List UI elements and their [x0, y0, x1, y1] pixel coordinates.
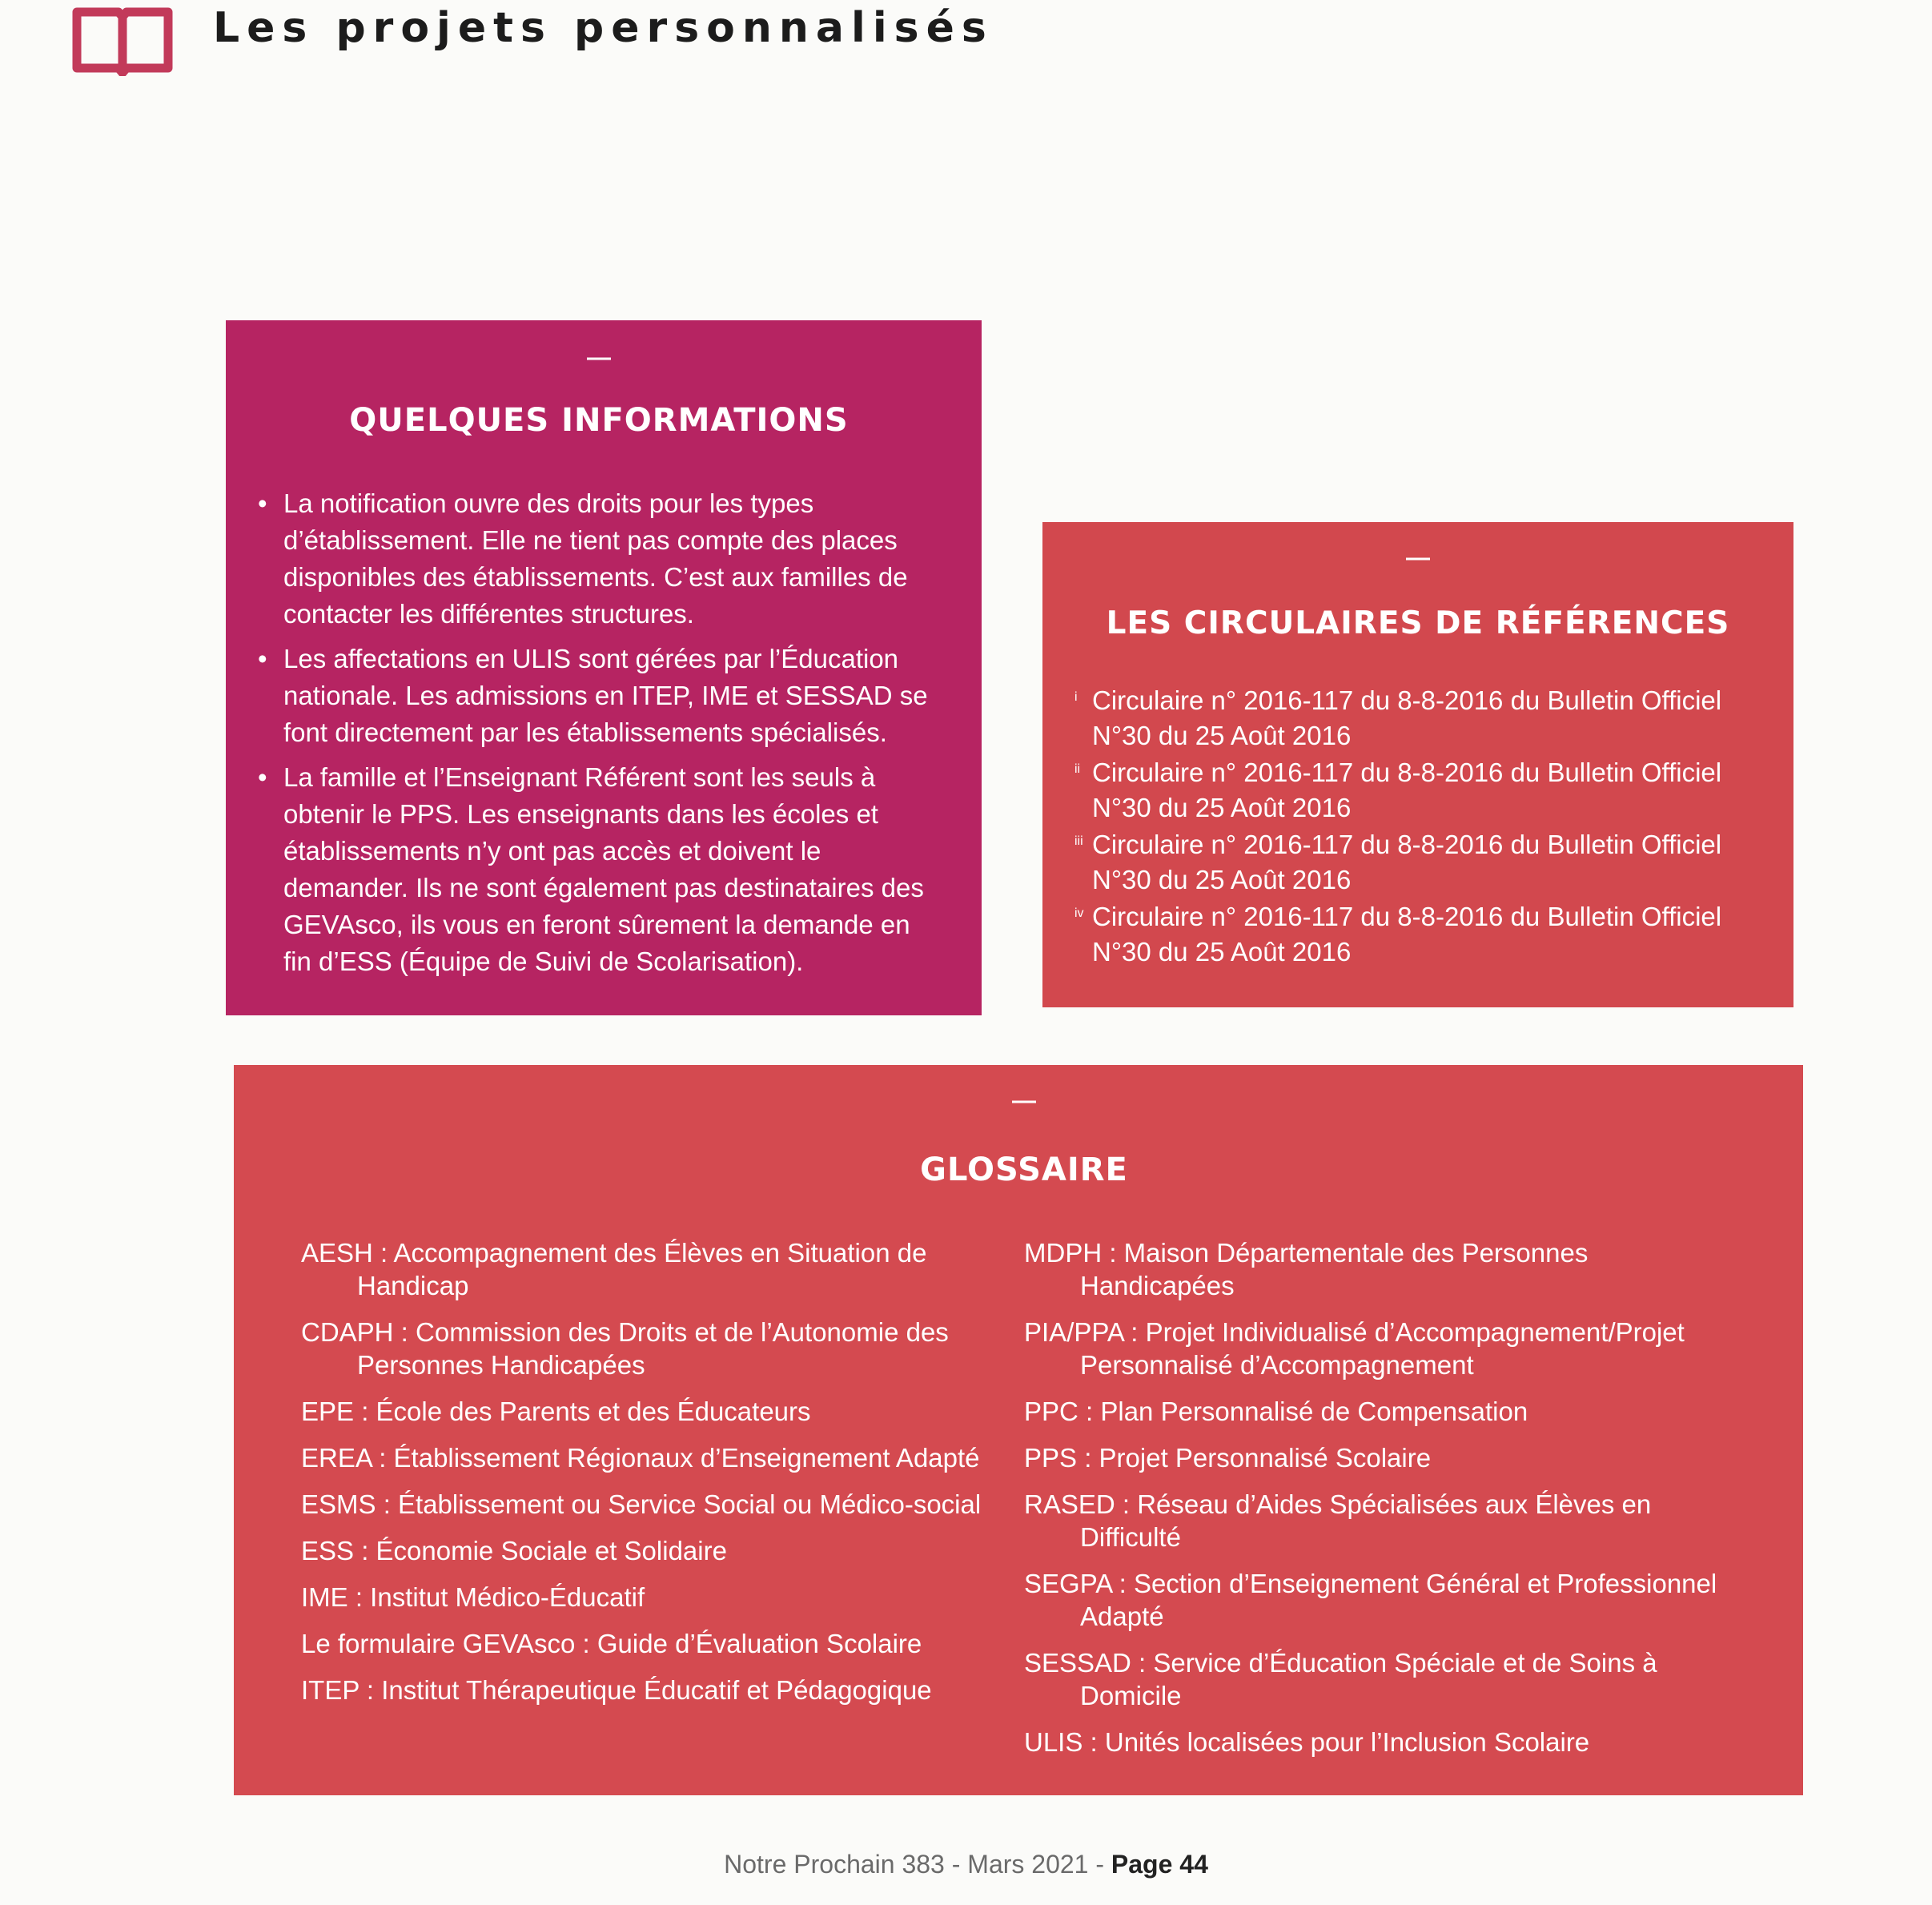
- informations-title: QUELQUES INFORMATIONS: [349, 402, 849, 439]
- list-item: iv Circulaire n° 2016-117 du 8-8-2016 du Bulletin Officiel N°30 du 25 Août 2016: [1074, 902, 1722, 967]
- page-number: Page 44: [1111, 1850, 1208, 1879]
- section-dash: —: [1406, 545, 1430, 571]
- page-header: [70, 0, 994, 80]
- publication-info: Notre Prochain 383 - Mars 2021 -: [724, 1850, 1111, 1879]
- section-dash: —: [1012, 1087, 1036, 1114]
- glossaire-title: GLOSSAIRE: [920, 1151, 1128, 1188]
- glossary-entry: ESS : Économie Sociale et Solidaire: [301, 1536, 727, 1565]
- glossary-entry: SEGPA : Section d’Enseignement Général et Professionnel Adapté: [1024, 1569, 1717, 1631]
- glossary-entry: AESH : Accompagnement des Élèves en Situation de Handicap: [301, 1238, 927, 1300]
- list-item: iii Circulaire n° 2016-117 du 8-8-2016 du Bulletin Officiel N°30 du 25 Août 2016: [1074, 830, 1722, 894]
- glossaire-right-column: [1024, 1236, 1747, 1772]
- book-icon: [70, 4, 175, 76]
- glossary-entry: IME : Institut Médico-Éducatif: [301, 1582, 645, 1612]
- page-footer: [0, 1850, 1932, 1879]
- glossary-entry: ITEP : Institut Thérapeutique Éducatif et Pédagogique: [301, 1675, 932, 1705]
- glossaire-box: [234, 1065, 1803, 1795]
- glossaire-left-column: [301, 1236, 1024, 1772]
- informations-box: [226, 320, 982, 1015]
- page-title: Les projets personnalisés: [213, 4, 994, 52]
- section-dash: —: [587, 344, 611, 371]
- circulaires-list: [1074, 683, 1761, 970]
- informations-list: [258, 485, 940, 980]
- glossary-entry: ULIS : Unités localisées pour l’Inclusion Scolaire: [1024, 1727, 1590, 1757]
- circulaires-box: [1042, 522, 1793, 1007]
- glossary-entry: PPC : Plan Personnalisé de Compensation: [1024, 1397, 1528, 1426]
- glossary-entry: PIA/PPA : Projet Individualisé d’Accompagnement/Projet Personnalisé d’Accompagnement: [1024, 1317, 1685, 1380]
- circulaires-title: LES CIRCULAIRES DE RÉFÉRENCES: [1106, 605, 1730, 641]
- list-item: • Les affectations en ULIS sont gérées par l’Éducation nationale. Les admissions en ITEP, IME et SESSAD se font directement par les établissements spécialisés.: [258, 644, 928, 747]
- glossary-entry: RASED : Réseau d’Aides Spécialisées aux Élèves en Difficulté: [1024, 1489, 1652, 1552]
- glossary-entry: ESMS : Établissement ou Service Social ou Médico-social: [301, 1489, 982, 1519]
- glossary-entry: MDPH : Maison Départementale des Personnes Handicapées: [1024, 1238, 1589, 1300]
- glossary-entry: Le formulaire GEVAsco : Guide d’Évaluation Scolaire: [301, 1629, 922, 1658]
- glossary-entry: PPS : Projet Personnalisé Scolaire: [1024, 1443, 1432, 1473]
- list-item: • La famille et l’Enseignant Référent sont les seuls à obtenir le PPS. Les enseignants dans les écoles et établissements n’y ont pas accès et doivent le demander. Ils ne sont également pas destinataires des GEVAsco, ils vous en feront sûrement la demande en fin d’ESS (Équipe de Suivi de Scolarisation).: [258, 762, 924, 976]
- list-item: i Circulaire n° 2016-117 du 8-8-2016 du Bulletin Officiel N°30 du 25 Août 2016: [1074, 685, 1722, 750]
- glossary-entry: EPE : École des Parents et des Éducateurs: [301, 1397, 811, 1426]
- glossary-entry: SESSAD : Service d’Éducation Spéciale et de Soins à Domicile: [1024, 1648, 1657, 1710]
- glossary-entry: CDAPH : Commission des Droits et de l’Autonomie des Personnes Handicapées: [301, 1317, 949, 1380]
- list-item: ii Circulaire n° 2016-117 du 8-8-2016 du Bulletin Officiel N°30 du 25 Août 2016: [1074, 758, 1722, 822]
- list-item: • La notification ouvre des droits pour les types d’établissement. Elle ne tient pas compte des places disponibles des établissements. C’est aux familles de contacter les différentes structures.: [258, 488, 908, 629]
- glossaire-columns: [301, 1236, 1747, 1772]
- glossary-entry: EREA : Établissement Régionaux d’Enseignement Adapté: [301, 1443, 980, 1473]
